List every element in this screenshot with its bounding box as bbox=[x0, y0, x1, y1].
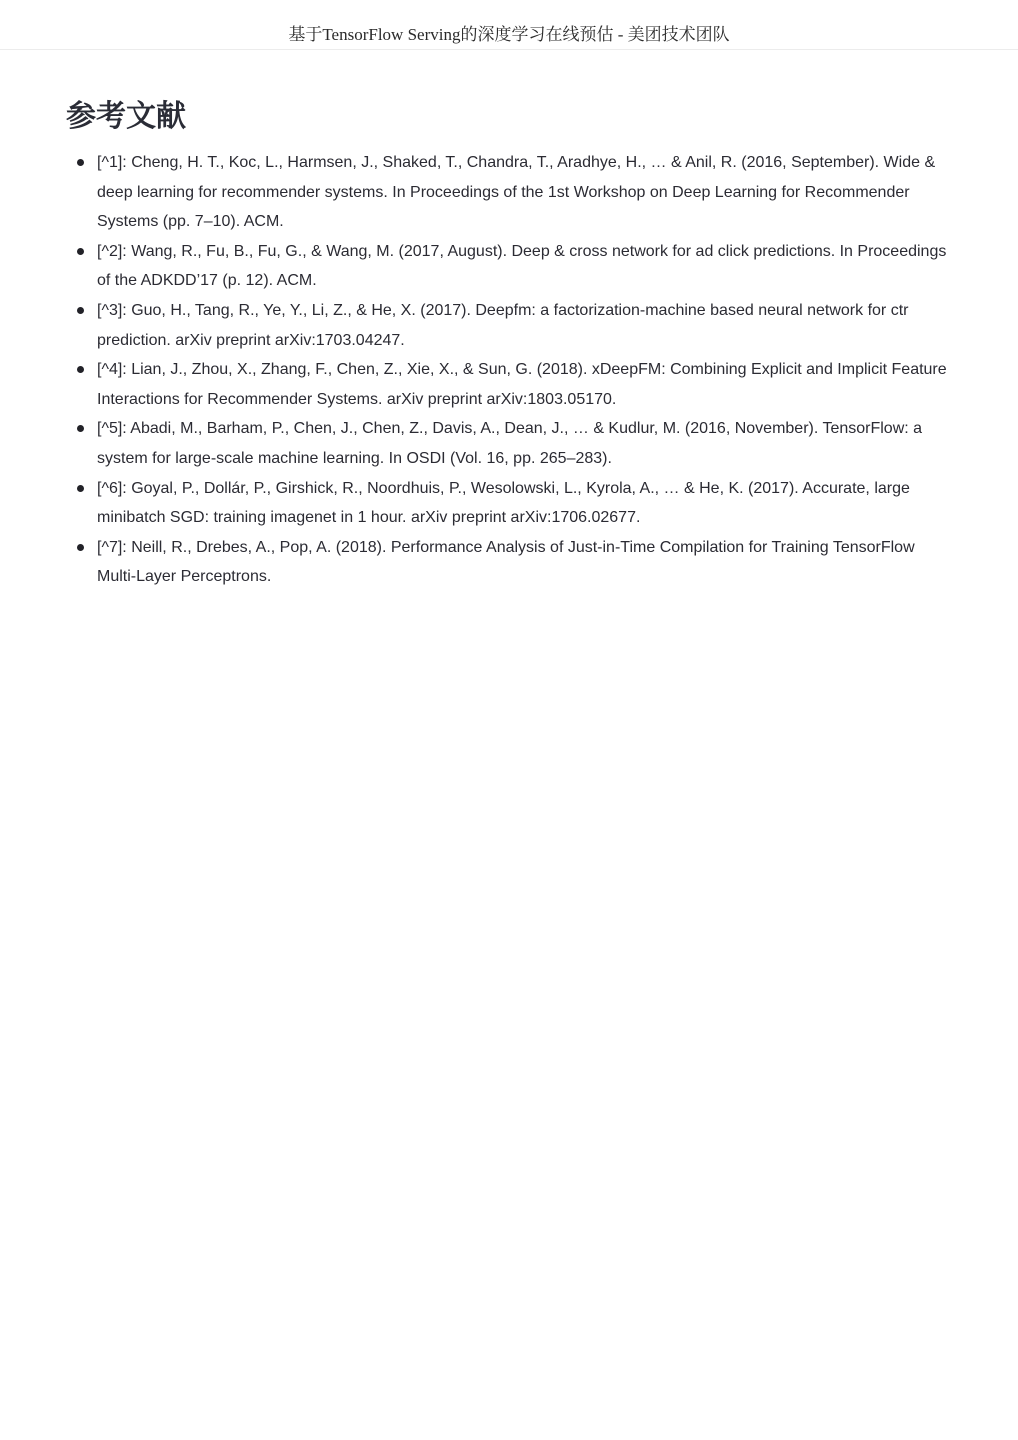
article-content bbox=[66, 96, 950, 592]
reference-item bbox=[66, 148, 950, 237]
reference-item bbox=[66, 355, 950, 414]
reference-text: [^2]: Wang, R., Fu, B., Fu, G., & Wang, M. (2017, August). Deep & cross network for ad click predictions. In Proceedings of the ADKDD’17 (p. 12). ACM. bbox=[97, 242, 947, 290]
bullet-icon bbox=[77, 307, 84, 314]
bullet-icon bbox=[77, 159, 84, 166]
reference-text: [^5]: Abadi, M., Barham, P., Chen, J., Chen, Z., Davis, A., Dean, J., … & Kudlur, M. (2016, November). TensorFlow: a system for large-scale machine learning. In OSDI (Vol. 16, pp. 265–283). bbox=[97, 420, 923, 467]
reference-item bbox=[66, 237, 950, 296]
reference-item bbox=[66, 296, 950, 355]
page-header bbox=[0, 0, 1018, 50]
reference-text: [^4]: Lian, J., Zhou, X., Zhang, F., Chen, Z., Xie, X., & Sun, G. (2018). xDeepFM: Combining Explicit and Implicit Feature Interactions for Recommender Systems. arXiv preprint arXiv:1803.05170. bbox=[97, 361, 947, 408]
reference-text: [^1]: Cheng, H. T., Koc, L., Harmsen, J., Shaked, T., Chandra, T., Aradhye, H., … & Anil, R. (2016, September). Wide & deep learning for recommender systems. In Proceedings of the 1st Workshop on Deep Learning for Recommender Systems (pp. 7–10). ACM. bbox=[97, 154, 936, 231]
page-header-title: 基于TensorFlow Serving的深度学习在线预估 - 美团技术团队 bbox=[288, 25, 730, 44]
reference-item bbox=[66, 474, 950, 533]
bullet-icon bbox=[77, 485, 84, 492]
bullet-icon bbox=[77, 366, 84, 373]
reference-text: [^6]: Goyal, P., Dollár, P., Girshick, R., Noordhuis, P., Wesolowski, L., Kyrola, A., … & He, K. (2017). Accurate, large minibatch SGD: training imagenet in 1 hour. arXiv preprint arXiv:1706.02677. bbox=[97, 479, 910, 527]
bullet-icon bbox=[77, 544, 84, 551]
reference-item bbox=[66, 414, 950, 473]
bullet-icon bbox=[77, 248, 84, 255]
reference-list bbox=[66, 148, 950, 592]
bullet-icon bbox=[77, 425, 84, 432]
reference-text: [^7]: Neill, R., Drebes, A., Pop, A. (2018). Performance Analysis of Just-in-Time Compilation for Training TensorFlow Multi-Layer Perceptrons. bbox=[97, 538, 915, 586]
reference-item bbox=[66, 533, 950, 592]
reference-text: [^3]: Guo, H., Tang, R., Ye, Y., Li, Z., & He, X. (2017). Deepfm: a factorization-machine based neural network for ctr prediction. arXiv preprint arXiv:1703.04247. bbox=[97, 301, 909, 349]
section-title: 参考文献 bbox=[66, 99, 186, 134]
